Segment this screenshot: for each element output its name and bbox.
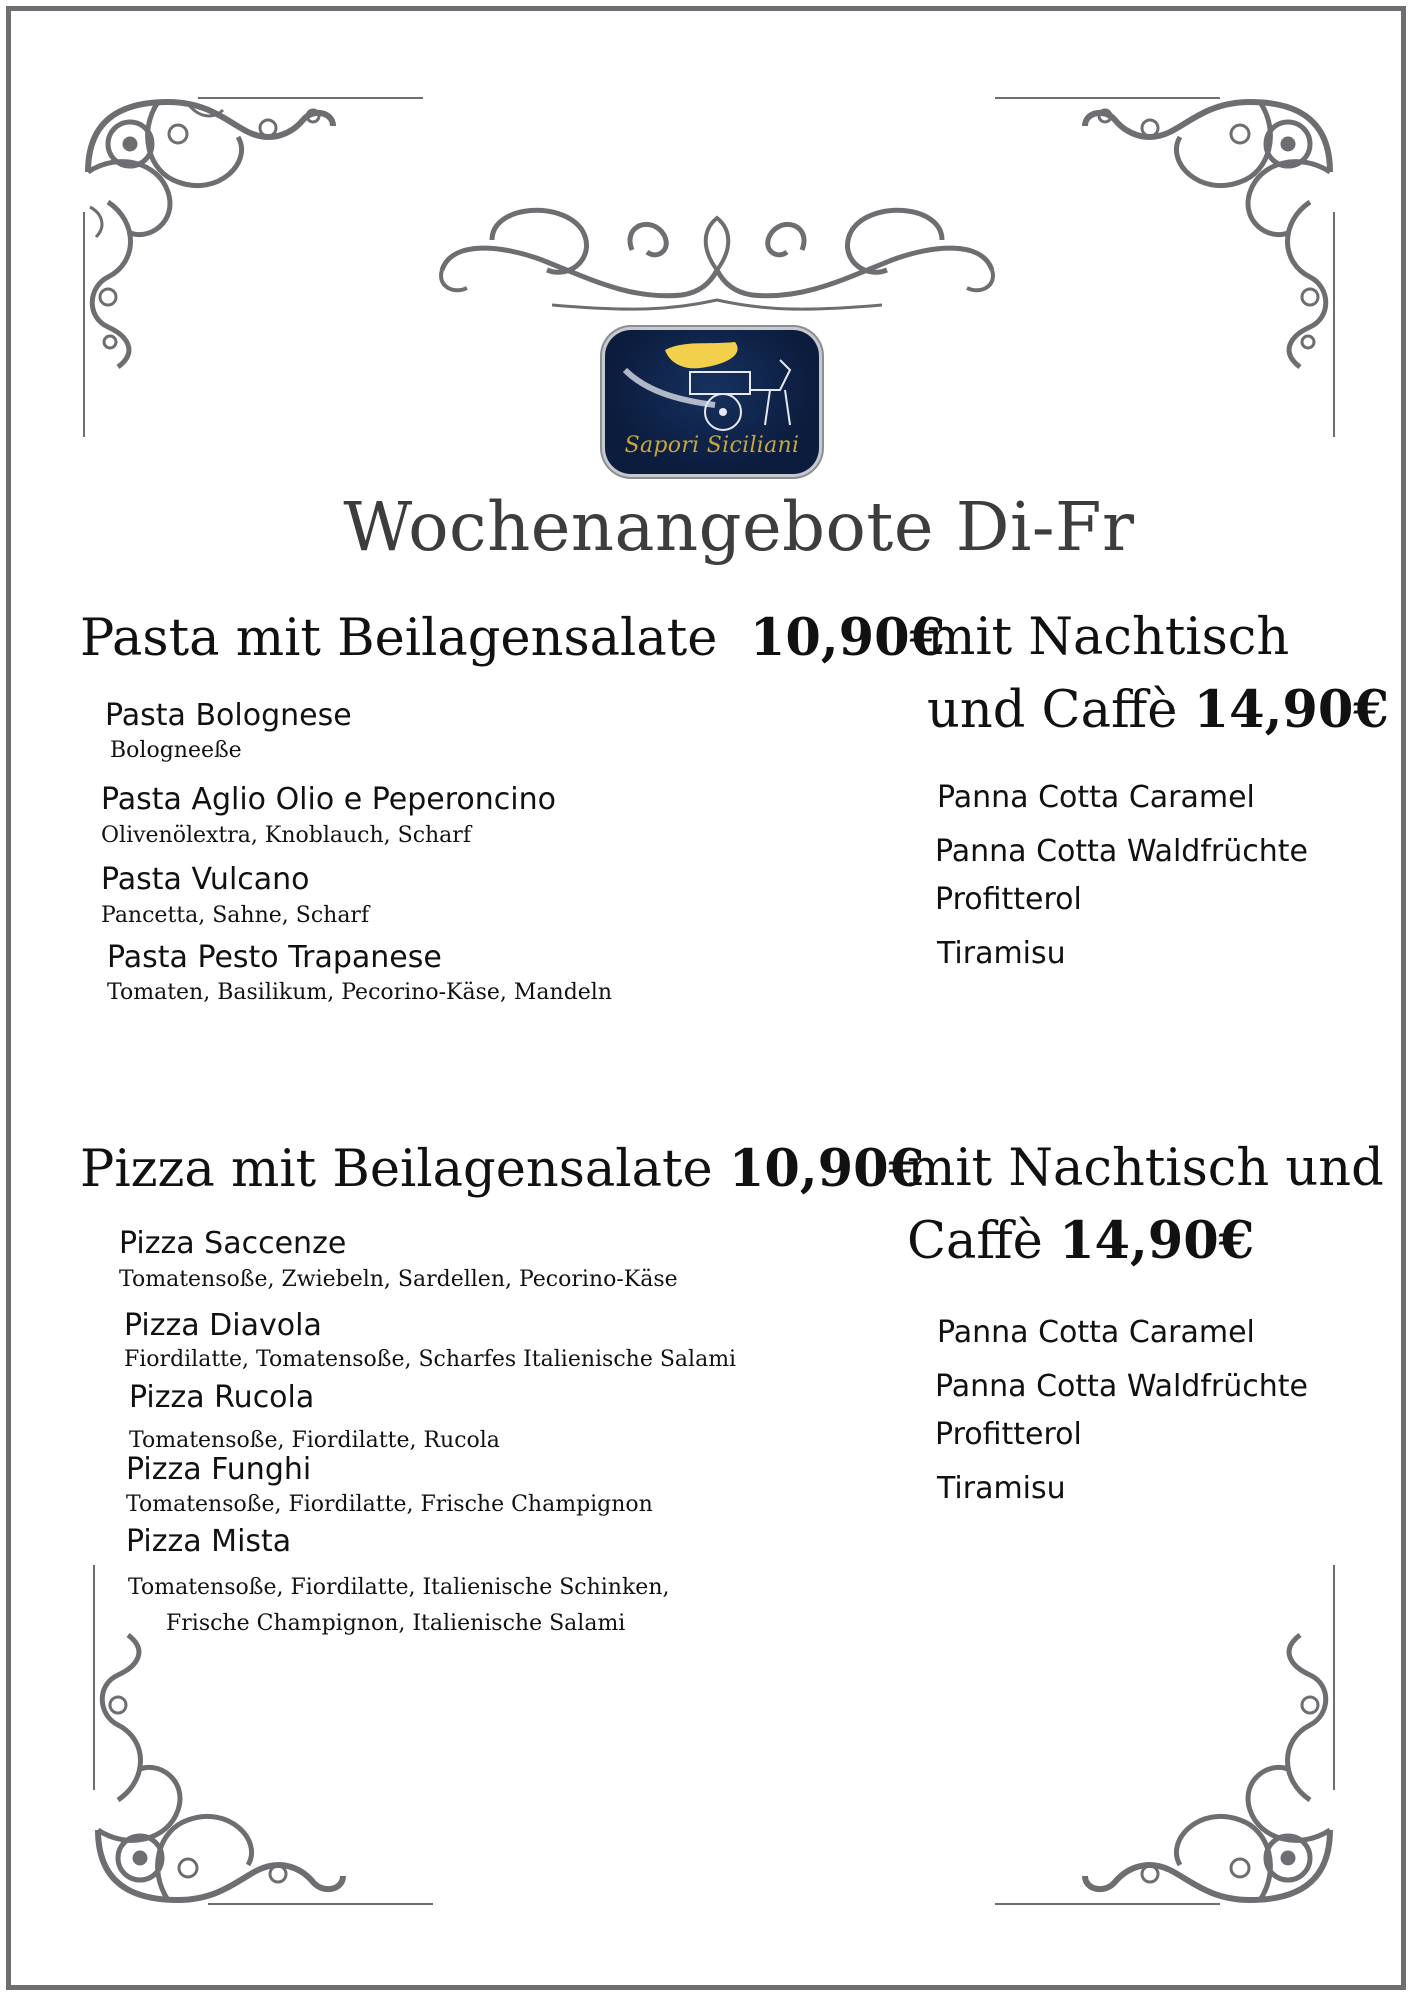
- dessert-heading-line1: mit Nachtisch: [927, 608, 1290, 667]
- pizza-item-name: Pizza Rucola: [129, 1380, 315, 1415]
- header-flourish: [432, 200, 1002, 330]
- dessert-price: 14,90€: [1059, 1211, 1255, 1271]
- pasta-item-name: Pasta Aglio Olio e Peperoncino: [101, 782, 556, 817]
- pizza-heading-label: Pizza mit Beilagensalate: [80, 1140, 713, 1199]
- dessert-item: Panna Cotta Caramel: [937, 1315, 1255, 1350]
- pasta-item-desc: Bologneeße: [110, 738, 242, 763]
- pizza-heading: [80, 1133, 924, 1206]
- pizza-item-desc: Tomatensoße, Fiordilatte, Frische Champignon: [126, 1492, 653, 1517]
- pizza-item-desc: Frische Champignon, Italienische Salami: [166, 1611, 626, 1636]
- pizza-item-desc: Fiordilatte, Tomatensoße, Scharfes Italienische Salami: [124, 1347, 737, 1372]
- dessert-item: Profitterol: [935, 882, 1082, 917]
- pizza-item-desc: Tomatensoße, Zwiebeln, Sardellen, Pecorino-Käse: [119, 1267, 678, 1292]
- pasta-item-name: Pasta Pesto Trapanese: [107, 940, 442, 975]
- pasta-item-desc: Pancetta, Sahne, Scharf: [101, 903, 370, 928]
- dessert-heading-label: und Caffè: [927, 681, 1178, 740]
- pizza-item-name: Pizza Funghi: [126, 1452, 312, 1487]
- pasta-item-name: Pasta Bolognese: [105, 698, 352, 733]
- pizza-item-name: Pizza Diavola: [124, 1308, 322, 1343]
- corner-ornament-top-left: [78, 92, 428, 442]
- corner-ornament-bottom-right: [990, 1560, 1340, 1910]
- pizza-item-name: Pizza Saccenze: [119, 1226, 347, 1261]
- restaurant-logo: [605, 330, 819, 474]
- pizza-price: 10,90€: [728, 1139, 925, 1199]
- corner-ornament-top-right: [990, 92, 1340, 442]
- pasta-item-desc: Olivenölextra, Knoblauch, Scharf: [101, 823, 471, 848]
- dessert-heading-label: Caffè: [907, 1212, 1043, 1271]
- dessert-item: Tiramisu: [937, 936, 1066, 971]
- dessert-heading-line2: [927, 674, 1389, 747]
- pizza-item-name: Pizza Mista: [126, 1524, 292, 1559]
- dessert-item: Panna Cotta Waldfrüchte: [935, 1369, 1308, 1404]
- pasta-heading-label: Pasta mit Beilagensalate: [80, 609, 718, 668]
- dessert-item: Panna Cotta Waldfrüchte: [935, 834, 1308, 869]
- pasta-price: 10,90€: [749, 608, 946, 668]
- dessert-price: 14,90€: [1193, 680, 1389, 740]
- dessert-heading-line1: mit Nachtisch und: [907, 1139, 1384, 1198]
- pasta-item-desc: Tomaten, Basilikum, Pecorino-Käse, Mandeln: [107, 980, 613, 1005]
- pizza-item-desc: Tomatensoße, Fiordilatte, Italienische Schinken,: [128, 1575, 670, 1600]
- dessert-item: Panna Cotta Caramel: [937, 780, 1255, 815]
- logo-text: Sapori Siciliani: [624, 433, 800, 458]
- dessert-item: Profitterol: [935, 1417, 1082, 1452]
- page-title: Wochenangebote Di-Fr: [343, 488, 1135, 566]
- dessert-heading-line2: [907, 1205, 1254, 1278]
- dessert-item: Tiramisu: [937, 1471, 1066, 1506]
- pasta-heading: [80, 602, 945, 675]
- pizza-item-desc: Tomatensoße, Fiordilatte, Rucola: [129, 1428, 500, 1453]
- pasta-item-name: Pasta Vulcano: [101, 862, 310, 897]
